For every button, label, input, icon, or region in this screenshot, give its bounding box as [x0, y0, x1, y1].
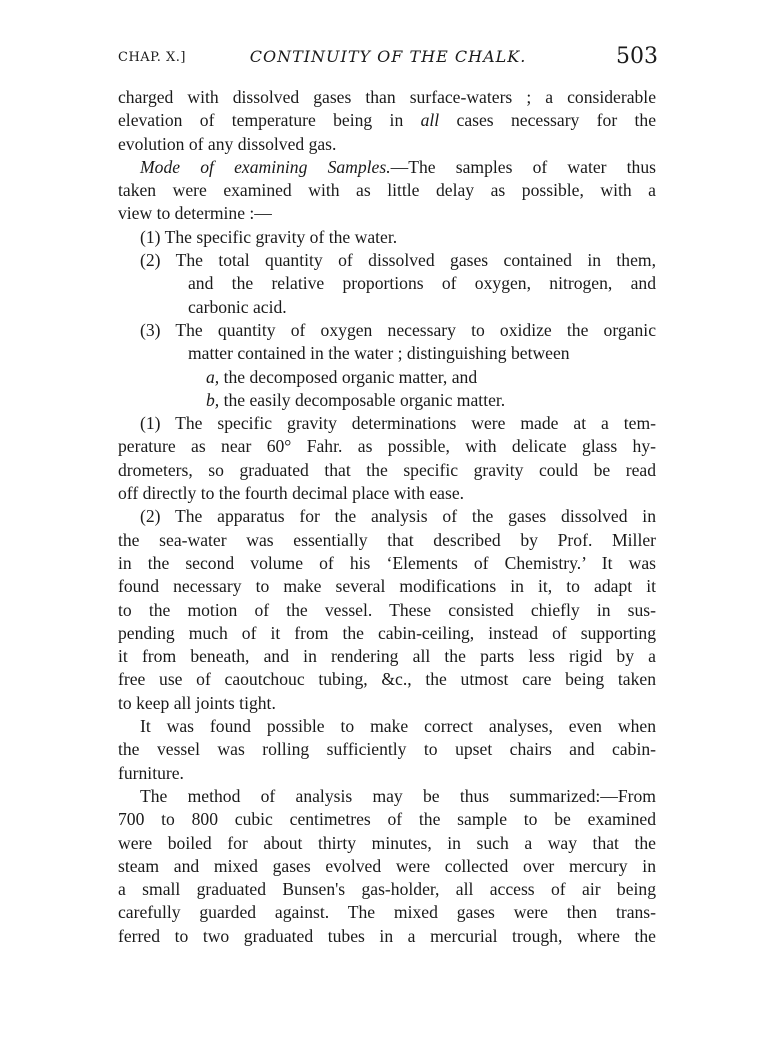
sub-item-b: b, the easily decomposable organic matter.: [206, 389, 506, 410]
text-line: furniture.: [118, 762, 184, 783]
text-line: in the second volume of his ‘Elements of Chemistry.’ It was: [118, 552, 656, 573]
numbered-list: [118, 226, 656, 412]
text-line: pending much of it from the cabin-ceiling, instead of supporting: [118, 622, 656, 643]
text-line: found necessary to make several modifications in it, to adapt it: [118, 576, 656, 597]
text-line: (2) The apparatus for the analysis of the gases dissolved in: [140, 506, 656, 527]
text-line: 700 to 800 cubic centimetres of the sample to be examined: [118, 809, 656, 830]
list-item-continuation: matter contained in the water ; distinguishing between: [188, 343, 570, 364]
text-line: evolution of any dissolved gas.: [118, 133, 337, 154]
text-line: it from beneath, and in rendering all the parts less rigid by a: [118, 646, 656, 667]
text-line: free use of caoutchouc tubing, &c., the utmost care being taken: [118, 669, 656, 690]
text-line: charged with dissolved gases than surface-waters ; a considerable: [118, 87, 656, 107]
text-line: (1) The specific gravity determinations were made at a tem-: [140, 413, 656, 434]
text-line: Mode of examining Samples.—The samples of water thus: [140, 156, 657, 177]
text-line: to the motion of the vessel. These consisted chiefly in sus-: [118, 599, 656, 620]
page-body: [118, 86, 656, 948]
sub-item-a: a, the decomposed organic matter, and: [206, 366, 478, 387]
paragraph-correct-analyses: [118, 715, 656, 785]
chapter-label: CHAP. X.]: [118, 50, 187, 65]
paragraph-apparatus: [118, 505, 656, 715]
list-item-continuation: and the relative proportions of oxygen, nitrogen, and: [188, 273, 656, 294]
running-header: [118, 44, 658, 74]
text-line: drometers, so graduated that the specific gravity could be read: [118, 459, 656, 480]
paragraph-specific-gravity: [118, 412, 656, 505]
text-line: to keep all joints tight.: [118, 692, 276, 713]
list-item: (2) The total quantity of dissolved gases contained in them,: [140, 250, 656, 271]
list-item: (1) The specific gravity of the water.: [140, 226, 398, 247]
text-line: a small graduated Bunsen's gas-holder, all access of air being: [118, 879, 656, 900]
text-line: The method of analysis may be thus summarized:—From: [140, 785, 656, 806]
text-line: It was found possible to make correct analyses, even when: [140, 716, 656, 737]
page-number: 503: [616, 44, 658, 69]
list-item-continuation: carbonic acid.: [188, 296, 287, 317]
text-line: elevation of temperature being in all cases necessary for the: [118, 110, 657, 131]
running-title: CONTINUITY OF THE CHALK.: [249, 47, 527, 66]
list-item: (3) The quantity of oxygen necessary to oxidize the organic: [140, 319, 656, 340]
paragraph-method-of-analysis: [118, 785, 656, 948]
text-line: taken were examined with as little delay as possible, with a: [118, 180, 656, 201]
paragraph-1: [118, 86, 656, 156]
paragraph-mode-of-examining: [118, 156, 656, 226]
text-line: off directly to the fourth decimal place with ease.: [118, 483, 465, 504]
text-line: were boiled for about thirty minutes, in such a way that the: [118, 832, 656, 853]
text-line: ferred to two graduated tubes in a mercurial trough, where the: [118, 925, 656, 946]
text-line: view to determine :—: [118, 203, 272, 224]
section-heading: Mode of examining Samples.: [140, 156, 391, 177]
text-line: the vessel was rolling sufficiently to upset chairs and cabin-: [118, 739, 656, 760]
text-line: steam and mixed gases evolved were collected over mercury in: [118, 855, 656, 876]
emphasis: all: [420, 110, 440, 131]
text-line: perature as near 60° Fahr. as possible, with delicate glass hy-: [118, 436, 656, 457]
text-line: the sea-water was essentially that described by Prof. Miller: [118, 529, 656, 550]
text-line: carefully guarded against. The mixed gases were then trans-: [118, 902, 656, 923]
